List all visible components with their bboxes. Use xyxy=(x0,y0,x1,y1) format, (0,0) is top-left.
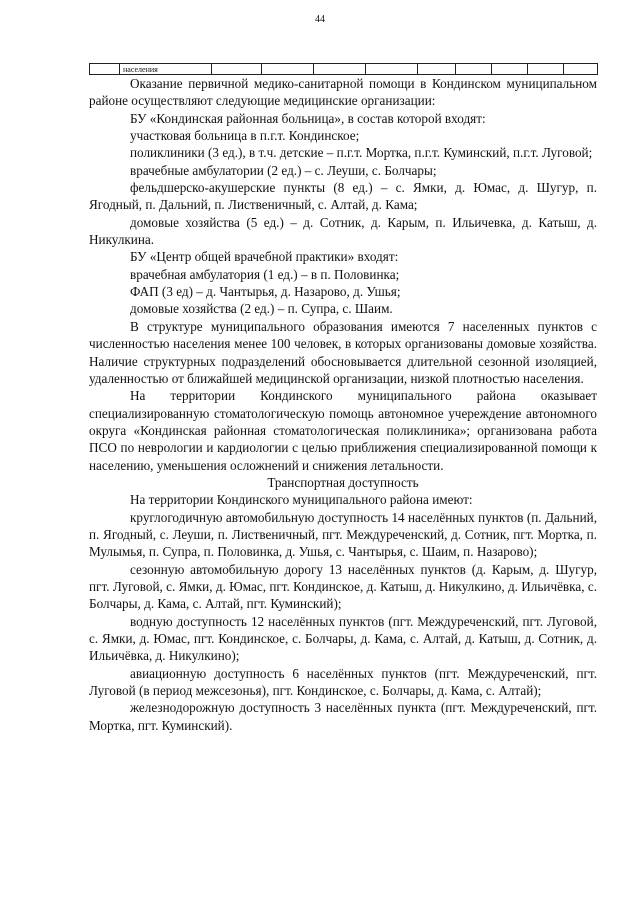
table-cell xyxy=(564,64,598,75)
table-cell xyxy=(418,64,456,75)
table-cell: населения xyxy=(120,64,212,75)
paragraph: БУ «Кондинская районная больница», в состав которой входят: xyxy=(130,110,486,126)
paragraph: сезонную автомобильную дорогу 13 населённых пунктов (д. Карым, д. Шугур, пгт. Луговой, с. Ямки, д. Юмас, пгт. Кондинское, д. Катыш, д. Никулкино, д. Ильичёвка, с. Болчары, д. Кама, с. Алтай, пгт. Куминский); xyxy=(89,561,597,612)
paragraph: На территории Кондинского муниципального района имеют: xyxy=(130,492,473,508)
paragraph: В структуре муниципального образования имеются 7 населенных пунктов с численностью населения менее 100 человек, в которых организованы домовые хозяйства. Наличие структурных подразделений обосновывается длительной сезонной изоляцией, удаленностью от ближайшей медицинской организации, низкой плотностью населения. xyxy=(89,318,597,386)
paragraph: фельдшерско-акушерские пункты (8 ед.) – с. Ямки, д. Юмас, д. Шугур, п. Ягодный, п. Дальний, п. Лиственичный, с. Алтай, д. Кама; xyxy=(89,180,597,213)
paragraph: Оказание первичной медико-санитарной помощи в Кондинском муниципальном районе осуществляют следующие медицинские организации: xyxy=(89,76,597,109)
table-cell xyxy=(528,64,564,75)
table-cell xyxy=(366,64,418,75)
table-row xyxy=(90,64,598,75)
paragraph: водную доступность 12 населённых пунктов (пгт. Междуреченский, пгт. Луговой, с. Ямки, д. Юмас, пгт. Кондинское, с. Болчары, д. Кама, с. Алтай, д. Катыш, д. Сотник, д. Ильичёвка, д. Никулкино); xyxy=(89,613,597,664)
table-cell xyxy=(456,64,492,75)
paragraph: БУ «Центр общей врачебной практики» входят: xyxy=(130,249,399,265)
table-cell xyxy=(90,64,120,75)
table-fragment xyxy=(89,63,598,75)
paragraph: железнодорожную доступность 3 населённых пункта (пгт. Междуреченский, пгт. Мортка, пгт. Куминский). xyxy=(89,700,597,733)
table-cell xyxy=(212,64,262,75)
paragraph: домовые хозяйства (2 ед.) – п. Супра, с. Шаим. xyxy=(130,301,393,317)
document-body xyxy=(89,75,597,734)
table-cell xyxy=(262,64,314,75)
section-title: Транспортная доступность xyxy=(267,474,419,490)
paragraph: врачебная амбулатория (1 ед.) – в п. Половинка; xyxy=(130,266,400,282)
paragraph: ФАП (3 ед) – д. Чантырья, д. Назарово, д. Ушья; xyxy=(130,284,401,300)
paragraph: домовые хозяйства (5 ед.) – д. Сотник, д. Карым, п. Ильичевка, д. Катыш, д. Никулкина. xyxy=(89,214,597,248)
paragraph: участковая больница в п.г.т. Кондинское; xyxy=(130,128,360,144)
table-cell xyxy=(492,64,528,75)
page-number: 44 xyxy=(315,14,325,25)
paragraph: авиационную доступность 6 населённых пунктов (пгт. Междуреченский, пгт. Луговой (в период межсезонья), пгт. Кондинское, с. Болчары, д. Кама, с. Алтай); xyxy=(89,665,597,699)
paragraph: врачебные амбулатории (2 ед.) – с. Леуши, с. Болчары; xyxy=(130,162,437,178)
paragraph: поликлиники (3 ед.), в т.ч. детские – п.г.т. Мортка, п.г.т. Куминский, п.г.т. Луговой; xyxy=(130,145,593,161)
table-cell xyxy=(314,64,366,75)
paragraph: круглогодичную автомобильную доступность 14 населённых пунктов (п. Дальний, п. Ягодный, с. Леуши, п. Лиственичный, пгт. Междуреченский, д. Сотник, пгт. Мортка, п. Мулымья, п. Супра, п. Половинка, д. Ушья, с. Чантырья, с. Шаим, п. Назарово); xyxy=(89,509,597,560)
paragraph: На территории Кондинского муниципального района оказывает специализированную стоматологическую помощь автономное учереждение автономного округа «Кондинская районная стоматологическая поликлиника»; организована работа ПСО по неврологии и кардиологии с целью приближения специализированной помощи к населению, уменьшения осложнений и снижения летальности. xyxy=(89,388,597,473)
